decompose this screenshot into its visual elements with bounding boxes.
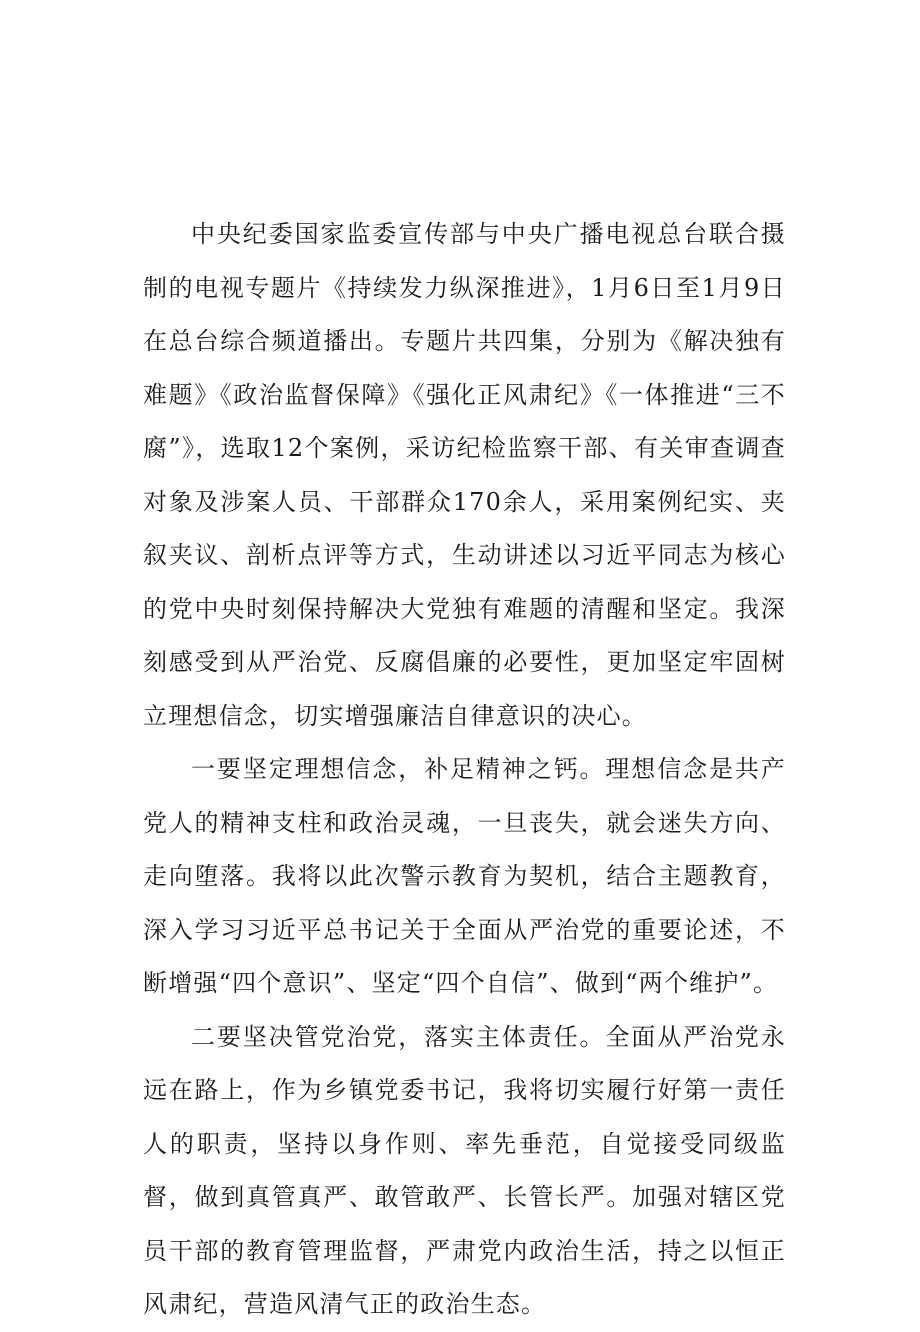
paragraph-ideals: 一要坚定理想信念，补足精神之钙。理想信念是共产党人的精神支柱和政治灵魂，一旦丧失，就会迷失方向、走向堕落。我将以此次警示教育为契机，结合主题教育，深入学习习近平总书记关于全面从严治党的重要论述，不断增强“四个意识”、坚定“四个自信”、做到“两个维护”。 (143, 755, 786, 997)
paragraph-intro: 中央纪委国家监委宣传部与中央广播电视总台联合摄制的电视专题片《持续发力纵深推进》，1月6日至1月9日在总台综合频道播出。专题片共四集，分别为《解决独有难题》《政治监督保障》《强化正风肃纪》《一体推进“三不腐”》，选取12个案例，采访纪检监察干部、有关审查调查对象及涉案人员、干部群众170余人，采用案例纪实、夹叙夹议、剖析点评等方式，生动讲述以习近平同志为核心的党中央时刻保持解决大党独有难题的清醒和坚定。我深刻感受到从严治党、反腐倡廉的必要性，更加坚定牢固树立理想信念，切实增强廉洁自律意识的决心。 (143, 220, 786, 730)
document-body (143, 208, 786, 1332)
paragraph-party-governance: 二要坚决管党治党，落实主体责任。全面从严治党永远在路上，作为乡镇党委书记，我将切实履行好第一责任人的职责，坚持以身作则、率先垂范，自觉接受同级监督，做到真管真严、敢管敢严、长管长严。加强对辖区党员干部的教育管理监督，严肃党内政治生活，持之以恒正风肃纪，营造风清气正的政治生态。 (143, 1022, 786, 1318)
